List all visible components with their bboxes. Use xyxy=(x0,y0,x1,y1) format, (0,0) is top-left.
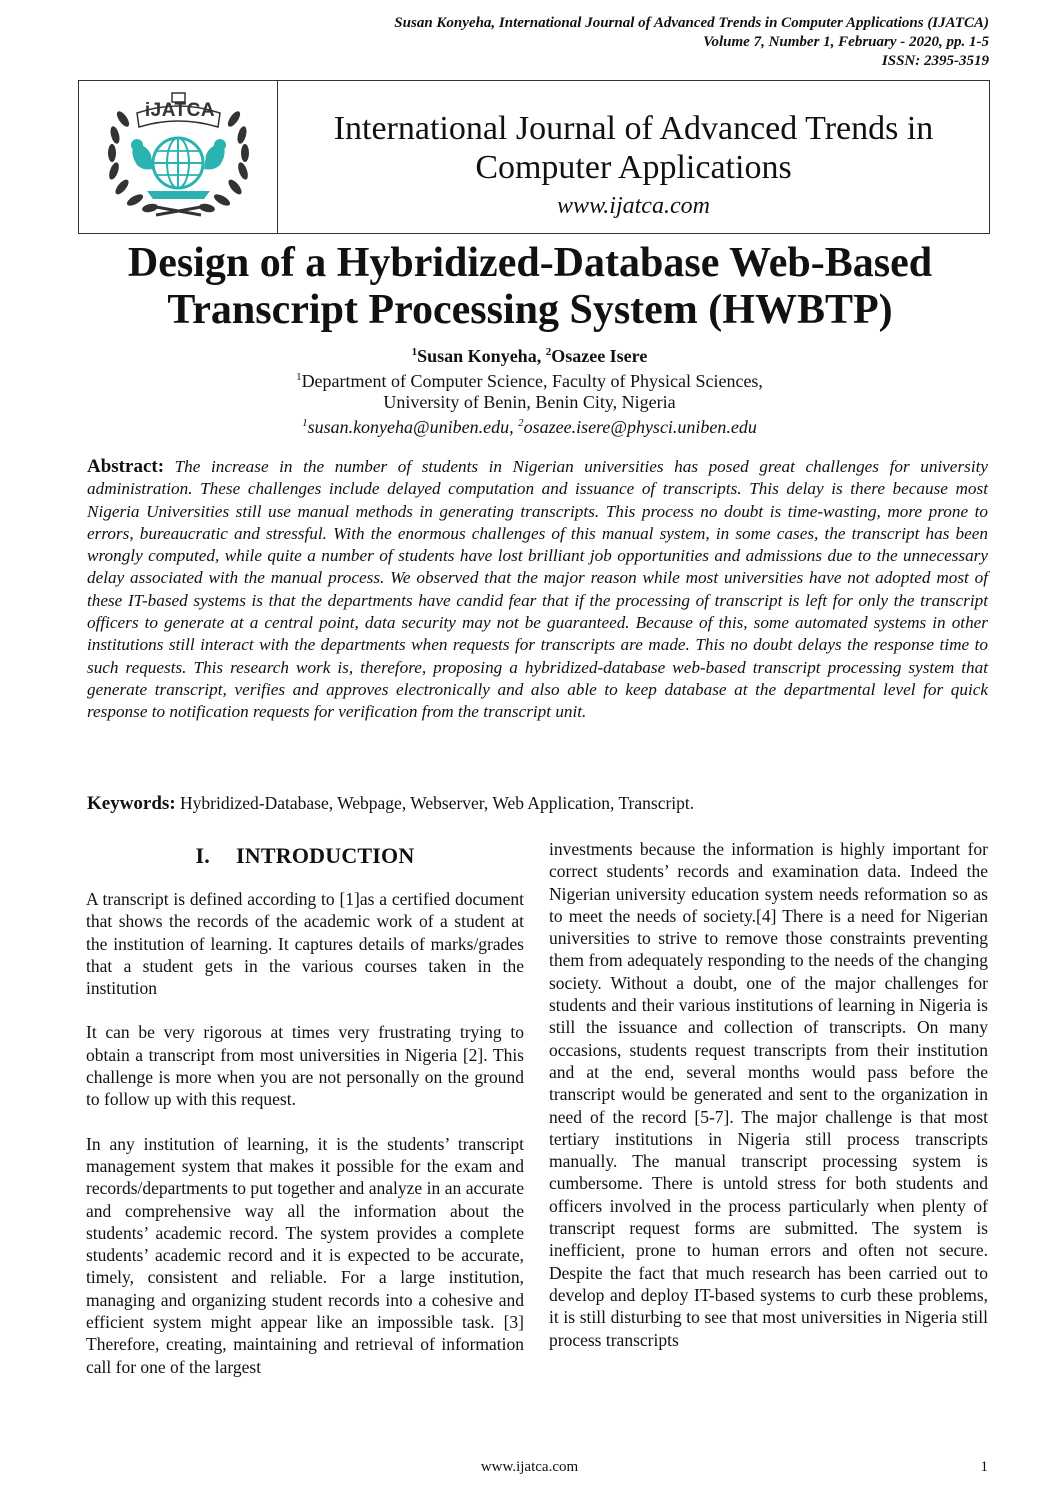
right-column xyxy=(549,838,988,1351)
logo-text: iJATCA xyxy=(144,100,216,121)
affiliation-line2: University of Benin, Benin City, Nigeria xyxy=(383,392,676,412)
email1-mark: 1 xyxy=(302,417,308,429)
affiliation-line1: Department of Computer Science, Faculty of Physical Sciences, xyxy=(301,371,763,391)
section-title: INTRODUCTION xyxy=(236,843,415,868)
email1[interactable]: susan.konyeha@uniben.edu, xyxy=(307,417,519,437)
abstract-text: The increase in the number of students in Nigerian universities has posed great challenges for university administration. These challenges include delayed computation and issuance of transcripts. This delay is there because most Nigeria Universities still use manual methods in generating transcripts. This process no doubt is time-wasting, more prone to errors, bureaucratic and stressful. With the enormous challenges of this manual system, in some cases, the transcript has been wrongly computed, while quite a number of students have lost brilliant job opportunities and admissions due to the unnecessary delay associated with the manual process. We observed that the major reason while most universities have not adopted most of these IT-based systems is that the departments have candid fear that if the processing of transcript is left for only the transcript officers to generate at a central point, data security may not be guaranteed. Because of this, some automated systems in other institutions still interact with the departments when requests for transcripts are made. This no doubt delays the response time to such requests. This research work is, therefore, proposing a hybridized-database web-based transcript processing system that generate transcript, verifies and approves electronically and also able to keep database at the departmental level for quick response to notification requests for verification from the transcript unit. xyxy=(87,457,988,722)
journal-title-cell xyxy=(278,81,989,233)
journal-url[interactable]: www.ijatca.com xyxy=(557,193,710,219)
lion-left-icon xyxy=(131,139,153,170)
author-block xyxy=(0,342,1059,438)
intro-paragraph-4: investments because the information is highly important for correct students’ records and examination data. Indeed the Nigerian university education system needs reformation so as to meet the needs of society.[4] There is a need for Nigerian universities to strive to remove those constraints preventing them from adequately responding to the needs of the changing society. Without a doubt, one of the major challenges for students and their various institutions of learning in Nigeria is still the issuance and collection of transcripts. On many occasions, students request transcripts from their institution and at the end, several months would pass before the transcript would be generated and sent to the organization in need of the record [5-7]. The major challenge is that most tertiary institutions in Nigeria still process transcripts manually. The manual transcript processing system is cumbersome. There is untold stress for both students and officers involved in the process particularly when plenty of transcript request forms are submitted. The system is inefficient, prone to human errors and often not secure. Despite the fact that much research has been carried out to develop and deploy IT-based systems to curb these problems, it is still disturbing to see that most universities in Nigeria still process transcripts xyxy=(549,839,988,1350)
email2-mark: 2 xyxy=(518,417,524,429)
running-header-issn: ISSN: 2395-3519 xyxy=(881,53,989,69)
author1-mark: 1 xyxy=(411,346,418,358)
author1-name: Susan Konyeha, xyxy=(417,346,546,366)
running-header-volume: Volume 7, Number 1, February - 2020, pp. 1-5 xyxy=(703,34,989,50)
running-header-citation: Susan Konyeha, International Journal of Advanced Trends in Computer Applications (IJATCA) xyxy=(394,15,989,31)
intro-paragraph-2: It can be very rigorous at times very frustrating trying to obtain a transcript from most universities in Nigeria [2]. This challenge is more when you are not personally on the ground to follow up with this request. xyxy=(86,1022,524,1110)
author-emails xyxy=(0,413,1059,438)
abstract-label: Abstract: xyxy=(87,456,165,477)
logo-cell xyxy=(79,81,278,233)
running-header xyxy=(394,14,989,71)
section-number: I. xyxy=(195,843,211,868)
paper-title-line1: Design of a Hybridized-Database Web-Based xyxy=(127,240,933,286)
affiliation xyxy=(0,367,1059,413)
footer-url[interactable]: www.ijatca.com xyxy=(480,1459,579,1475)
paper-title xyxy=(60,240,1000,334)
keywords xyxy=(87,792,988,815)
journal-masthead xyxy=(78,80,990,234)
left-column xyxy=(86,838,524,1400)
keywords-label: Keywords: xyxy=(87,793,176,814)
author2-name: Osazee Isere xyxy=(551,346,648,366)
section-heading-introduction xyxy=(86,842,524,870)
paper-title-line2: Transcript Processing System (HWBTP) xyxy=(167,287,893,333)
intro-paragraph-1: A transcript is defined according to [1]as a certified document that shows the records of the academic work of a student at the institution of learning. It captures details of marks/grades that a student gets in the various courses taken in the institution xyxy=(86,889,524,999)
abstract xyxy=(87,456,988,724)
keywords-text: Hybridized-Database, Webpage, Webserver, Web Application, Transcript. xyxy=(180,793,695,813)
intro-paragraph-3: In any institution of learning, it is the students’ transcript management system that makes it possible for the exam and records/departments to put together and analyze in an accurate and comprehensive way all the information about the students’ academic record. The system provides a complete students’ academic record and it is expected to be accurate, timely, consistent and reliable. For a large institution, managing and organizing student records into a cohesive and efficient system might appear like an impossible task. [3] Therefore, creating, maintaining and retrieval of information call for one of the largest xyxy=(86,1133,524,1377)
email2[interactable]: osazee.isere@physci.uniben.edu xyxy=(523,417,757,437)
lion-right-icon xyxy=(204,139,226,170)
affiliation-mark: 1 xyxy=(296,371,302,383)
page-number: 1 xyxy=(980,1459,988,1475)
journal-name: International Journal of Advanced Trends in Computer Applications xyxy=(333,110,934,186)
globe-icon xyxy=(153,138,203,188)
author-names xyxy=(0,342,1059,367)
author2-mark: 2 xyxy=(545,346,552,358)
